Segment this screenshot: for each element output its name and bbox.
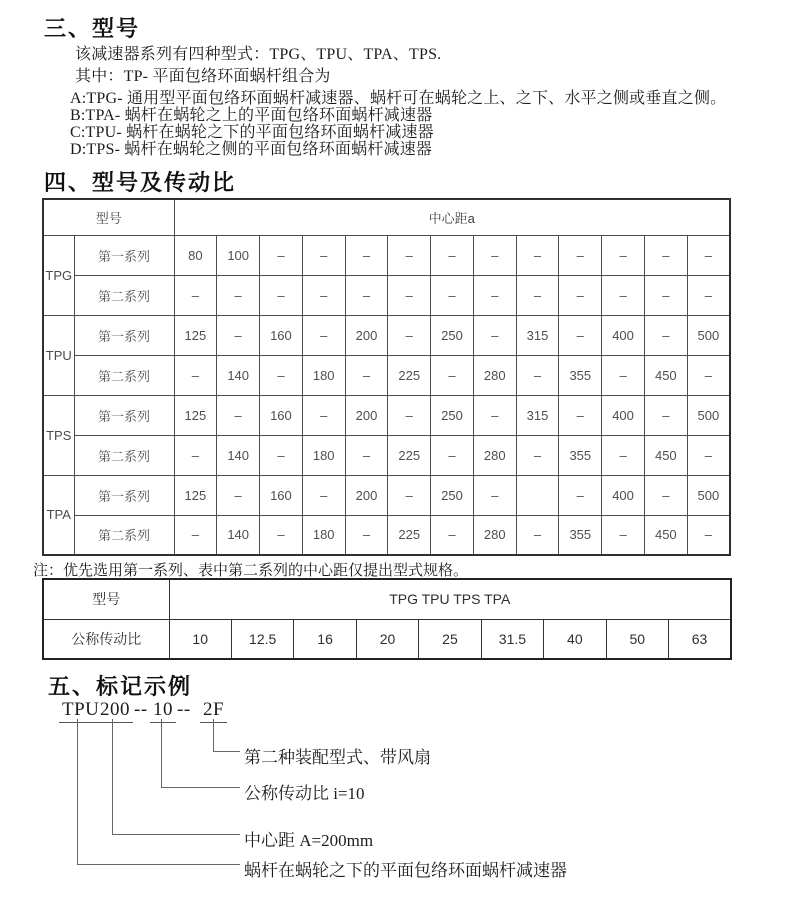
series-second-label: 第二系列 [74, 275, 174, 315]
code-model: TPU [59, 699, 102, 723]
center-distance-cell: – [644, 235, 687, 275]
center-distance-cell: – [174, 435, 217, 475]
series-second-label: 第二系列 [74, 355, 174, 395]
callout-label-center-distance: 中心距 A=200mm [244, 831, 374, 850]
type-label-tpu: TPU [43, 315, 74, 395]
ratio-cell: 20 [356, 619, 418, 659]
center-distance-cell: – [644, 315, 687, 355]
center-distance-cell: 250 [431, 315, 474, 355]
center-distance-cell: – [559, 235, 602, 275]
table-row-tpa-first [43, 475, 730, 515]
center-distance-cell: – [260, 355, 303, 395]
table-row-tpg-second [43, 275, 730, 315]
callout-label-model: 蜗杆在蜗轮之下的平面包络环面蜗杆减速器 [244, 861, 567, 880]
center-distance-cell: 280 [473, 515, 516, 555]
ratio-cell: 25 [419, 619, 481, 659]
section3-line-tps: D:TPS- 蜗杆在蜗轮之侧的平面包络环面蜗杆减速器 [70, 141, 433, 158]
center-distance-cell: – [302, 235, 345, 275]
center-distance-cell: 125 [174, 315, 217, 355]
center-distance-cell: 100 [217, 235, 260, 275]
center-distance-cell: – [260, 235, 303, 275]
center-distance-cell: – [260, 435, 303, 475]
callout-label-ratio: 公称传动比 i=10 [244, 784, 365, 803]
center-distance-cell: 180 [302, 435, 345, 475]
table-row-tpa-second [43, 515, 730, 555]
center-distance-cell: 450 [644, 515, 687, 555]
center-distance-cell: – [687, 515, 730, 555]
ratio-cell: 40 [544, 619, 606, 659]
center-distance-cell: 225 [388, 515, 431, 555]
center-distance-cell: – [388, 315, 431, 355]
center-distance-cell: 160 [260, 475, 303, 515]
center-distance-cell: – [687, 275, 730, 315]
center-distance-cell: 225 [388, 435, 431, 475]
series-first-label: 第一系列 [74, 315, 174, 355]
center-distance-cell: 200 [345, 395, 388, 435]
center-distance-cell: 500 [687, 315, 730, 355]
center-distance-cell: – [516, 235, 559, 275]
center-distance-cell: – [302, 395, 345, 435]
center-distance-cell: – [516, 355, 559, 395]
center-distance-cell: 180 [302, 515, 345, 555]
center-distance-cell: – [559, 315, 602, 355]
code-variant: 2F [200, 699, 227, 723]
center-distance-cell: – [217, 475, 260, 515]
table2-models-value: TPG TPU TPS TPA [169, 579, 731, 619]
center-distance-cell: 450 [644, 355, 687, 395]
ratio-cell: 63 [669, 619, 732, 659]
callout-line-model [77, 719, 240, 865]
center-distance-cell [516, 475, 559, 515]
center-distance-cell: – [431, 355, 474, 395]
center-distance-cell: – [473, 475, 516, 515]
table-row-tpu-first [43, 315, 730, 355]
center-distance-cell: – [302, 315, 345, 355]
center-distance-cell: – [388, 395, 431, 435]
center-distance-cell: 315 [516, 395, 559, 435]
center-distance-cell: 355 [559, 515, 602, 555]
center-distance-cell: 140 [217, 515, 260, 555]
center-distance-cell: 280 [473, 435, 516, 475]
code-separator: -- [177, 699, 191, 720]
center-distance-cell: 400 [602, 475, 645, 515]
center-distance-cell: – [345, 435, 388, 475]
center-distance-cell: – [431, 275, 474, 315]
center-distance-cell: 125 [174, 395, 217, 435]
center-distance-cell: – [473, 275, 516, 315]
center-distance-cell: 280 [473, 355, 516, 395]
center-distance-cell: – [345, 235, 388, 275]
table-row-tps-first [43, 395, 730, 435]
series-first-label: 第一系列 [74, 475, 174, 515]
center-distance-cell: 250 [431, 475, 474, 515]
center-distance-cell: – [602, 235, 645, 275]
center-distance-cell: – [345, 355, 388, 395]
center-distance-cell: – [388, 275, 431, 315]
center-distance-cell: – [602, 355, 645, 395]
center-distance-cell: 160 [260, 395, 303, 435]
series-second-label: 第二系列 [74, 435, 174, 475]
section5-heading: 五、标记示例 [48, 674, 193, 699]
model-center-distance-table [42, 198, 731, 556]
center-distance-cell: – [473, 315, 516, 355]
table-row-tpg-first [43, 235, 730, 275]
section4-heading: 四、型号及传动比 [44, 170, 237, 195]
center-distance-cell: – [473, 235, 516, 275]
table-row-tpu-second [43, 355, 730, 395]
table2-model-row [43, 579, 731, 619]
center-distance-cell: 500 [687, 395, 730, 435]
center-distance-cell: 400 [602, 315, 645, 355]
table1-note: 注：优先选用第一系列、表中第二系列的中心距仅提出型式规格。 [33, 563, 469, 579]
transmission-ratio-table [42, 578, 732, 660]
table2-model-label: 型号 [43, 579, 169, 619]
center-distance-cell: – [559, 395, 602, 435]
table2-ratio-label: 公称传动比 [43, 619, 169, 659]
center-distance-cell: 400 [602, 395, 645, 435]
code-separator: -- [134, 699, 148, 720]
center-distance-cell: – [431, 515, 474, 555]
center-distance-cell: – [174, 275, 217, 315]
center-distance-cell: – [260, 275, 303, 315]
center-distance-cell: 180 [302, 355, 345, 395]
center-distance-cell: – [602, 435, 645, 475]
type-label-tpg: TPG [43, 235, 74, 315]
section3-line-intro: 该减速器系列有四种型式：TPG、TPU、TPA、TPS. [75, 46, 442, 63]
series-first-label: 第一系列 [74, 235, 174, 275]
center-distance-cell: 200 [345, 475, 388, 515]
series-second-label: 第二系列 [74, 515, 174, 555]
section3-line-tpa: B:TPA- 蜗杆在蜗轮之上的平面包络环面蜗杆减速器 [70, 107, 433, 124]
center-distance-cell: – [516, 275, 559, 315]
center-distance-cell: 250 [431, 395, 474, 435]
center-distance-cell: – [217, 395, 260, 435]
center-distance-cell: – [644, 475, 687, 515]
center-distance-cell: – [431, 235, 474, 275]
ratio-cell: 12.5 [231, 619, 293, 659]
center-distance-cell: – [687, 355, 730, 395]
center-distance-cell: – [559, 275, 602, 315]
center-distance-cell: – [559, 475, 602, 515]
section3-line-tpg: A:TPG- 通用型平面包络环面蜗杆减速器、蜗杆可在蜗轮之上、之下、水平之侧或垂直之侧。 [70, 90, 727, 107]
center-distance-cell: 500 [687, 475, 730, 515]
center-distance-cell: – [687, 235, 730, 275]
center-distance-cell: 125 [174, 475, 217, 515]
type-label-tpa: TPA [43, 475, 74, 555]
series-first-label: 第一系列 [74, 395, 174, 435]
center-distance-cell: – [516, 435, 559, 475]
table1-model-header: 型号 [43, 199, 174, 235]
table1-header-row [43, 199, 730, 235]
center-distance-cell: 450 [644, 435, 687, 475]
code-ratio: 10 [150, 699, 176, 723]
center-distance-cell: – [260, 515, 303, 555]
center-distance-cell: 80 [174, 235, 217, 275]
center-distance-cell: – [644, 275, 687, 315]
callout-label-variant: 第二种装配型式、带风扇 [244, 748, 431, 767]
center-distance-cell: – [687, 435, 730, 475]
center-distance-cell: 140 [217, 435, 260, 475]
center-distance-cell: – [602, 275, 645, 315]
center-distance-cell: – [388, 475, 431, 515]
center-distance-cell: – [602, 515, 645, 555]
center-distance-cell: 355 [559, 435, 602, 475]
table1-center-distance-header: 中心距a [174, 199, 730, 235]
center-distance-cell: 140 [217, 355, 260, 395]
section3-line-among: 其中：TP- 平面包络环面蜗杆组合为 [75, 68, 331, 85]
section3-line-tpu: C:TPU- 蜗杆在蜗轮之下的平面包络环面蜗杆减速器 [70, 124, 434, 141]
center-distance-cell: – [302, 275, 345, 315]
ratio-cell: 10 [169, 619, 231, 659]
center-distance-cell: 160 [260, 315, 303, 355]
ratio-cell: 50 [606, 619, 668, 659]
type-label-tps: TPS [43, 395, 74, 475]
center-distance-cell: – [174, 515, 217, 555]
center-distance-cell: 225 [388, 355, 431, 395]
center-distance-cell: – [217, 315, 260, 355]
center-distance-cell: – [345, 515, 388, 555]
center-distance-cell: – [644, 395, 687, 435]
center-distance-cell: – [345, 275, 388, 315]
center-distance-cell: – [431, 435, 474, 475]
code-center-distance: 200 [97, 699, 133, 723]
center-distance-cell: 200 [345, 315, 388, 355]
center-distance-cell: – [302, 475, 345, 515]
center-distance-cell: – [473, 395, 516, 435]
center-distance-cell: – [217, 275, 260, 315]
table2-ratio-row [43, 619, 731, 659]
section3-heading: 三、型号 [44, 16, 141, 41]
table-row-tps-second [43, 435, 730, 475]
ratio-cell: 31.5 [481, 619, 543, 659]
center-distance-cell: – [516, 515, 559, 555]
ratio-cell: 16 [294, 619, 356, 659]
center-distance-cell: – [388, 235, 431, 275]
center-distance-cell: – [174, 355, 217, 395]
center-distance-cell: 315 [516, 315, 559, 355]
center-distance-cell: 355 [559, 355, 602, 395]
